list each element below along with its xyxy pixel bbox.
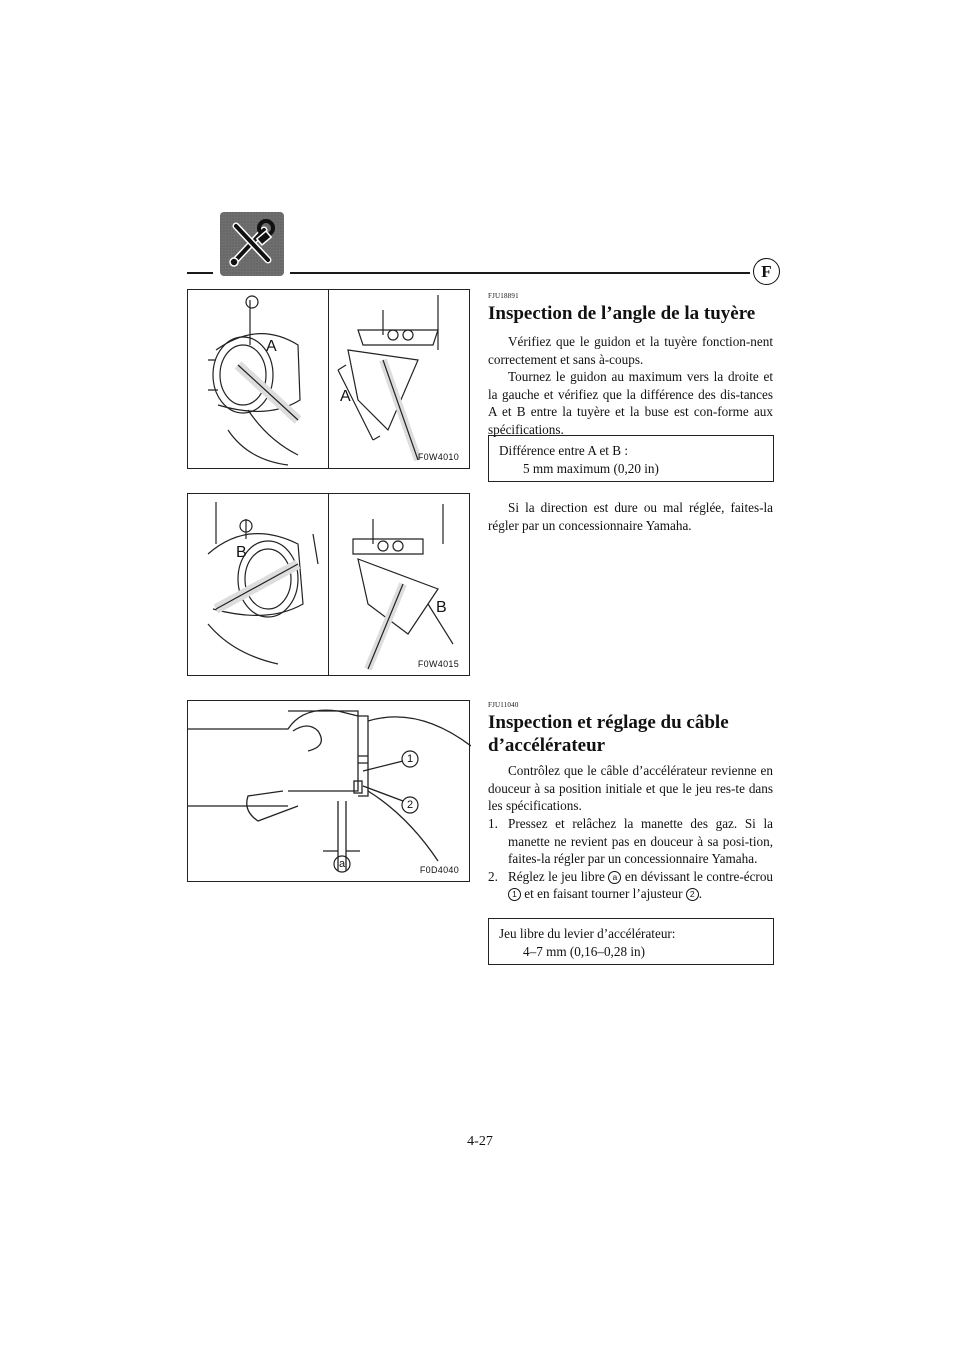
spec-label-nozzle: Différence entre A et B : bbox=[499, 443, 629, 458]
section1-body-2 bbox=[488, 499, 773, 534]
figure-code-2: F0W4015 bbox=[417, 659, 459, 669]
figure-nozzle-angle-a bbox=[187, 289, 470, 469]
ref-a-icon: a bbox=[608, 871, 621, 884]
spec-label-throttle: Jeu libre du levier d’accélérateur: bbox=[499, 926, 676, 941]
figure-label-b-left: B bbox=[236, 544, 247, 561]
figure-label-a-right: A bbox=[340, 388, 351, 405]
ref-1-icon: 1 bbox=[508, 888, 521, 901]
spec-value-nozzle: 5 mm maximum (0,20 in) bbox=[523, 461, 659, 476]
step-1 bbox=[488, 815, 773, 868]
section-title-1: Inspection de l’angle de la tuyère bbox=[488, 303, 756, 324]
section-code-1: FJU18891 bbox=[488, 292, 519, 300]
section1-paragraph-2: Tournez le guidon au maximum vers la droite et la gauche et vérifiez que la différence des dis-tances A et B entre la tuyère et la buse est con-forme aux spécifications. bbox=[488, 369, 773, 437]
wrench-screwdriver-icon bbox=[220, 212, 284, 276]
section-title-2-line1: Inspection et réglage du câble bbox=[488, 712, 729, 733]
header-rule-left bbox=[187, 272, 213, 274]
section1-body bbox=[488, 333, 773, 439]
section2-body bbox=[488, 762, 773, 815]
figure-label-a-left: A bbox=[266, 338, 277, 355]
step-1-text: Pressez et relâchez la manette des gaz. Si la manette ne revient pas en douceur à sa posi-tion, faites-la régler par un concessionnaire Yamaha. bbox=[508, 816, 773, 867]
section1-paragraph-3: Si la direction est dure ou mal réglée, faites-la régler par un concessionnaire Yamaha. bbox=[488, 500, 773, 533]
figure-code-3: F0D4040 bbox=[419, 865, 459, 875]
section2-steps bbox=[488, 815, 773, 903]
header-rule-right bbox=[290, 272, 750, 274]
step-1-number: 1. bbox=[488, 816, 498, 831]
language-tab: F bbox=[753, 258, 780, 285]
ref-2-icon: 2 bbox=[686, 888, 699, 901]
figure-label-1: 1 bbox=[406, 753, 414, 765]
step-2-text-c: et en faisant tourner l’ajusteur bbox=[524, 886, 683, 902]
step-2-number: 2. bbox=[488, 868, 498, 884]
step-2-text-b: en dévissant le contre-écrou bbox=[624, 868, 774, 884]
spec-box-nozzle bbox=[488, 435, 774, 482]
figure-nozzle-angle-b bbox=[187, 493, 470, 676]
spec-value-throttle: 4–7 mm (0,16–0,28 in) bbox=[523, 944, 645, 959]
step-2-text-d: . bbox=[698, 886, 703, 902]
page-number: 4-27 bbox=[467, 1134, 493, 1149]
figure-code-1: F0W4010 bbox=[417, 452, 459, 462]
section1-paragraph-1: Vérifiez que le guidon et la tuyère fonction-nent correctement et sans à-coups. bbox=[488, 334, 773, 367]
section-code-2: FJU11040 bbox=[488, 701, 519, 709]
figure-label-2: 2 bbox=[406, 799, 414, 811]
step-2 bbox=[488, 868, 773, 903]
figure-label-b-right: B bbox=[436, 599, 447, 616]
spec-box-throttle bbox=[488, 918, 774, 965]
section-title-2-line2: d’accélérateur bbox=[488, 735, 606, 756]
figure-label-a: a bbox=[338, 858, 346, 870]
figure-throttle-cable bbox=[187, 700, 470, 882]
step-2-text-a: Réglez le jeu libre bbox=[508, 868, 605, 884]
section2-paragraph-1: Contrôlez que le câble d’accélérateur revienne en douceur à sa position initiale et que le jeu res-te dans les spécifications. bbox=[488, 763, 773, 814]
